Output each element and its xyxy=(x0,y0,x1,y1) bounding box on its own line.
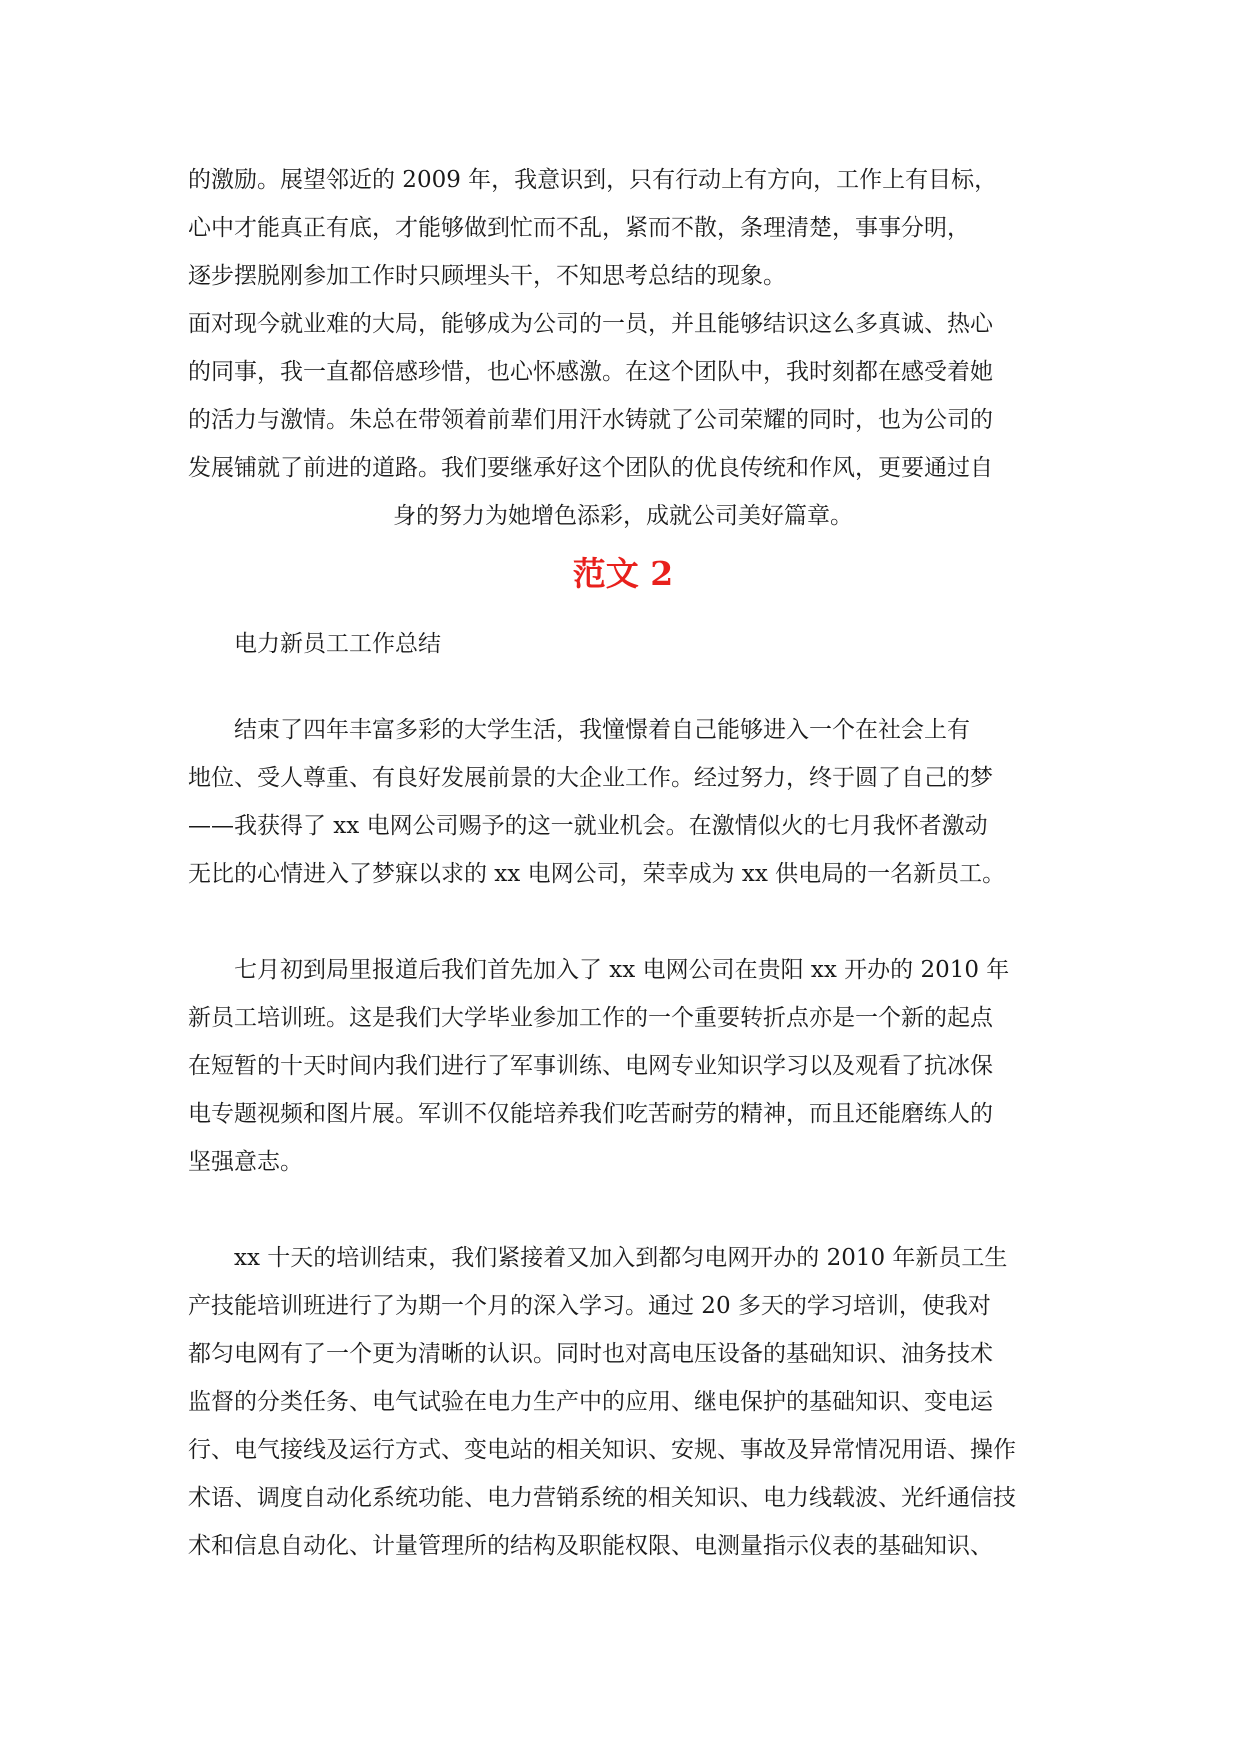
text-line: 七月初到局里报道后我们首先加入了 xx 电网公司在贵阳 xx 开办的 2010 年 xyxy=(234,957,1010,983)
text-line: 的激励。展望邻近的 2009 年，我意识到，只有行动上有方向，工作上有目标， xyxy=(188,167,998,193)
text-line: 监督的分类任务、电气试验在电力生产中的应用、继电保护的基础知识、变电运 xyxy=(188,1389,993,1415)
paragraph-2 xyxy=(188,946,1058,1186)
text-line: 发展铺就了前进的道路。我们要继承好这个团队的优良传统和作风，更要通过自 xyxy=(188,455,993,481)
text-line: 产技能培训班进行了为期一个月的深入学习。通过 20 多天的学习培训，使我对 xyxy=(188,1293,991,1319)
text-line: 结束了四年丰富多彩的大学生活，我憧憬着自己能够进入一个在社会上有 xyxy=(234,717,970,743)
paragraph-spacer xyxy=(188,898,1058,946)
document-body xyxy=(188,156,1058,1570)
text-line: 电专题视频和图片展。军训不仅能培养我们吃苦耐劳的精神，而且还能磨练人的 xyxy=(188,1101,993,1127)
text-line: 术语、调度自动化系统功能、电力营销系统的相关知识、电力线载波、光纤通信技 xyxy=(188,1485,1016,1511)
text-line: 地位、受人尊重、有良好发展前景的大企业工作。经过努力，终于圆了自己的梦 xyxy=(188,765,993,791)
paragraph-3 xyxy=(188,1234,1058,1570)
text-line: ——我获得了 xx 电网公司赐予的这一就业机会。在激情似火的七月我怀者激动 xyxy=(188,813,988,839)
text-line: 术和信息自动化、计量管理所的结构及职能权限、电测量指示仪表的基础知识、 xyxy=(188,1533,993,1559)
intro-paragraph xyxy=(188,156,1058,540)
text-line-centered: 身的努力为她增色添彩，成就公司美好篇章。 xyxy=(393,503,853,529)
text-line: 新员工培训班。这是我们大学毕业参加工作的一个重要转折点亦是一个新的起点 xyxy=(188,1005,993,1031)
text-line: 心中才能真正有底，才能够做到忙而不乱，紧而不散，条理清楚，事事分明， xyxy=(188,215,970,241)
text-line: 行、电气接线及运行方式、变电站的相关知识、安规、事故及异常情况用语、操作 xyxy=(188,1437,1016,1463)
text-line: 的活力与激情。朱总在带领着前辈们用汗水铸就了公司荣耀的同时，也为公司的 xyxy=(188,407,993,433)
paragraph-1 xyxy=(188,706,1058,898)
paragraph-spacer xyxy=(188,1186,1058,1234)
text-line: 无比的心情进入了梦寐以求的 xx 电网公司，荣幸成为 xx 供电局的一名新员工。 xyxy=(188,861,1006,887)
text-line: 逐步摆脱刚参加工作时只顾埋头干，不知思考总结的现象。 xyxy=(188,263,786,289)
text-line: 在短暂的十天时间内我们进行了军事训练、电网专业知识学习以及观看了抗冰保 xyxy=(188,1053,993,1079)
text-line: 面对现今就业难的大局，能够成为公司的一员，并且能够结识这么多真诚、热心 xyxy=(188,311,993,337)
text-line: 坚强意志。 xyxy=(188,1149,303,1175)
text-line: 都匀电网有了一个更为清晰的认识。同时也对高电压设备的基础知识、油务技术 xyxy=(188,1341,993,1367)
document-subtitle: 电力新员工工作总结 xyxy=(234,631,441,657)
text-line: 的同事，我一直都倍感珍惜，也心怀感激。在这个团队中，我时刻都在感受着她 xyxy=(188,359,993,385)
section-heading: 范文 2 xyxy=(572,554,674,593)
text-line: xx 十天的培训结束，我们紧接着又加入到都匀电网开办的 2010 年新员工生 xyxy=(234,1245,1008,1271)
